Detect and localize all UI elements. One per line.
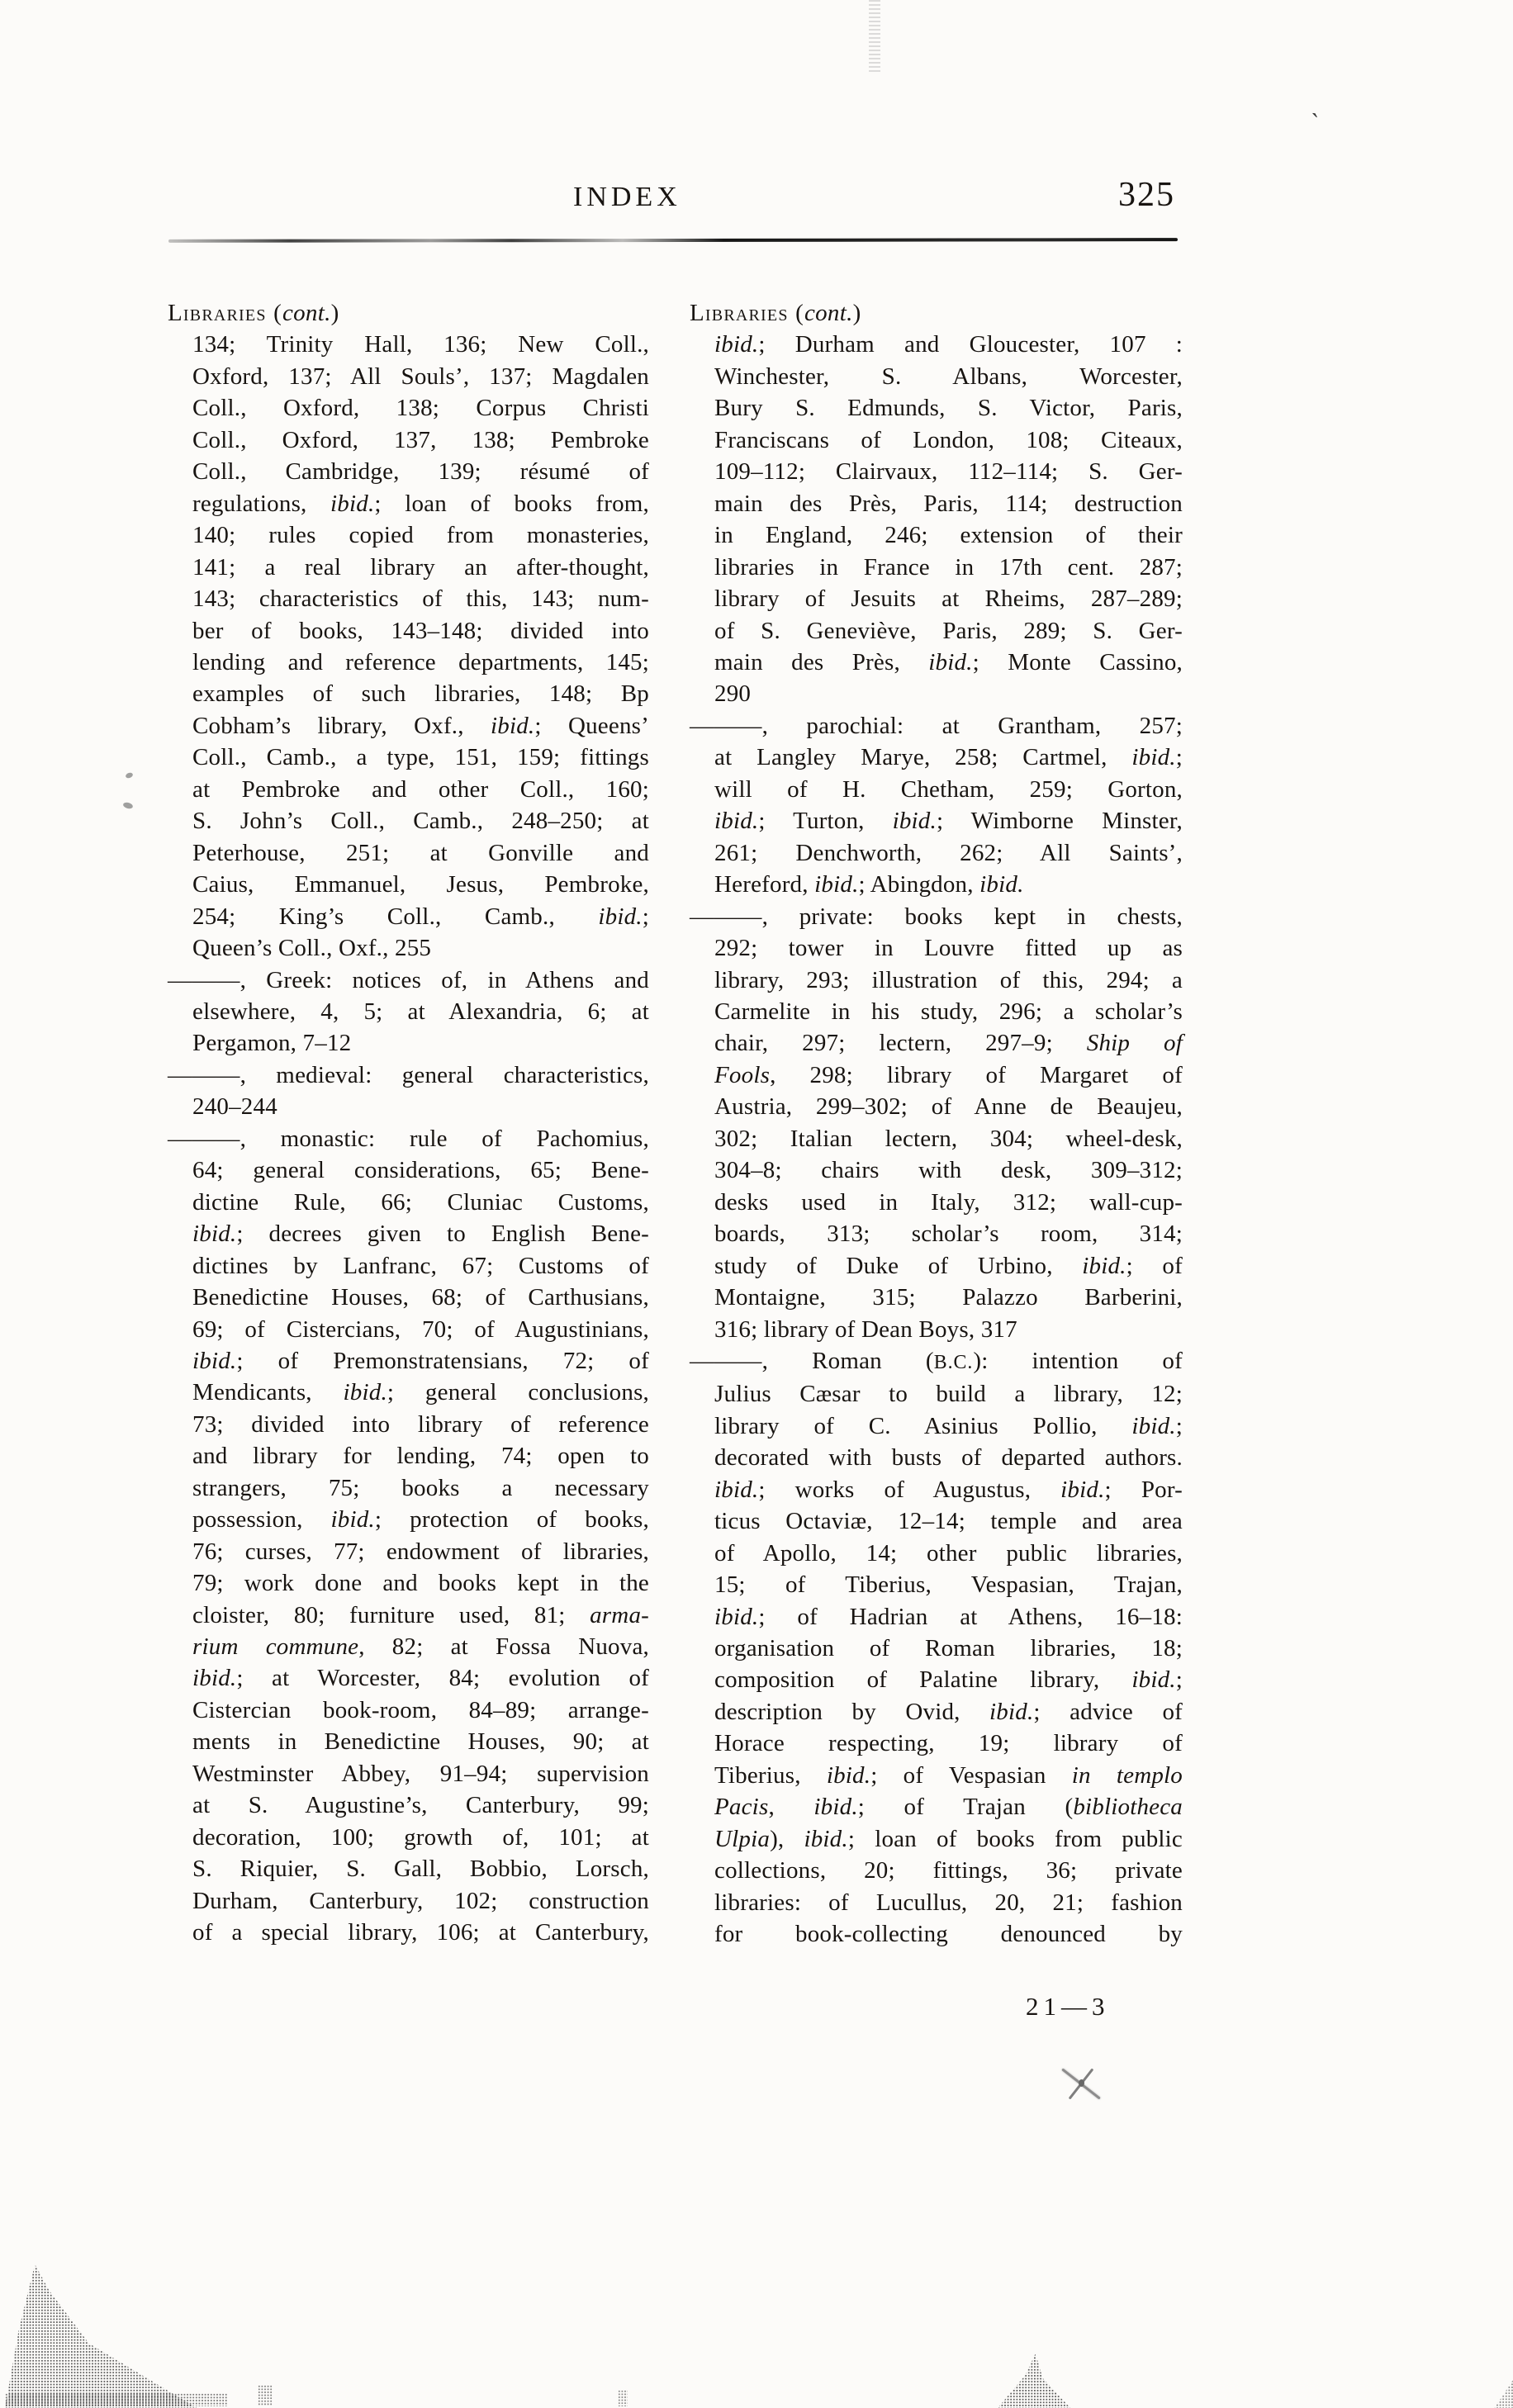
index-line: dictine Rule, 66; Cluniac Customs, (192, 1188, 649, 1216)
index-line: Ulpia), ibid.; loan of books from public (714, 1825, 1183, 1852)
index-line: Pergamon, 7–12 (192, 1030, 352, 1057)
index-line: Coll., Cambridge, 139; résumé of (192, 458, 649, 486)
index-line: ibid.; at Worcester, 84; evolution of (192, 1665, 649, 1692)
index-line: decoration, 100; growth of, 101; at (192, 1823, 649, 1851)
index-line: Cistercian book-room, 84–89; arrange- (192, 1696, 649, 1723)
index-line: Montaigne, 315; Palazzo Barberini, (714, 1284, 1183, 1311)
index-line: Julius Cæsar to build a library, 12; (714, 1381, 1183, 1408)
index-line: 64; general considerations, 65; Bene- (192, 1157, 649, 1184)
index-line: Cobham’s library, Oxf., ibid.; Queens’ (192, 712, 649, 739)
index-line: ibid.; works of Augustus, ibid.; Por- (714, 1476, 1183, 1503)
index-line: will of H. Chetham, 259; Gorton, (714, 775, 1183, 803)
index-line: 109–112; Clairvaux, 112–114; S. Ger- (714, 458, 1183, 486)
index-line: composition of Palatine library, ibid.; (714, 1666, 1183, 1694)
index-line: ———, private: books kept in chests, (690, 903, 1183, 930)
index-line: description by Ovid, ibid.; advice of (714, 1698, 1183, 1725)
index-line: ibid.; of Hadrian at Athens, 16–18: (714, 1603, 1183, 1630)
index-line: desks used in Italy, 312; wall-cup- (714, 1188, 1183, 1216)
index-line: rium commune, 82; at Fossa Nuova, (192, 1633, 649, 1661)
index-line: 73; divided into library of reference (192, 1410, 649, 1438)
index-line: 316; library of Dean Boys, 317 (714, 1315, 1017, 1343)
index-line: boards, 313; scholar’s room, 314; (714, 1221, 1183, 1248)
index-line: 141; a real library an after-thought, (192, 553, 649, 581)
scanner-smudge (258, 2385, 273, 2406)
index-line: at Langley Marye, 258; Cartmel, ibid.; (714, 744, 1183, 771)
index-line: ———, Greek: notices of, in Athens and (168, 966, 649, 993)
printer-signature-mark: 21—3 (1026, 1992, 1110, 2021)
index-line: Oxford, 137; All Souls’, 137; Magdalen (192, 363, 649, 390)
index-line: Horace respecting, 19; library of (714, 1730, 1183, 1757)
index-line: at Pembroke and other Coll., 160; (192, 775, 649, 803)
index-line: collections, 20; fittings, 36; private (714, 1857, 1183, 1884)
index-line: elsewhere, 4, 5; at Alexandria, 6; at (192, 998, 649, 1025)
index-line: 69; of Cistercians, 70; of Augustinians, (192, 1315, 649, 1343)
margin-speck (122, 802, 133, 810)
index-line: Coll., Camb., a type, 151, 159; fittings (192, 744, 649, 771)
index-line: chair, 297; lectern, 297–9; Ship of (714, 1030, 1183, 1057)
pen-mark-x-icon (1059, 2063, 1103, 2106)
index-line: Winchester, S. Albans, Worcester, (714, 363, 1183, 390)
index-line: S. John’s Coll., Camb., 248–250; at (192, 808, 649, 835)
index-line: 140; rules copied from monasteries, (192, 522, 649, 549)
index-line: Franciscans of London, 108; Citeaux, (714, 426, 1183, 453)
index-line: Bury S. Edmunds, S. Victor, Paris, (714, 395, 1183, 422)
index-line: of a special library, 106; at Canterbury, (192, 1919, 649, 1946)
index-line: lending and reference departments, 145; (192, 648, 649, 675)
index-line: 254; King’s Coll., Camb., ibid.; (192, 903, 649, 930)
index-line: Austria, 299–302; of Anne de Beaujeu, (714, 1093, 1183, 1121)
index-line: ibid.; of Premonstratensians, 72; of (192, 1347, 649, 1374)
scanner-smudge (618, 2390, 628, 2406)
index-line: ———, monastic: rule of Pachomius, (168, 1125, 649, 1152)
index-line: strangers, 75; books a necessary (192, 1474, 649, 1501)
index-line: library of Jesuits at Rheims, 287–289; (714, 585, 1183, 613)
scanner-smudge (5, 2393, 228, 2406)
index-line: Mendicants, ibid.; general conclusions, (192, 1379, 650, 1406)
scanner-smudge (5, 2264, 205, 2408)
index-line: ibid.; decrees given to English Bene- (192, 1221, 649, 1248)
index-line: Tiberius, ibid.; of Vespasian in templo (714, 1761, 1183, 1789)
index-column-left (168, 297, 649, 1949)
pen-blob (1079, 2079, 1084, 2087)
index-line: Carmelite in his study, 296; a scholar’s (714, 998, 1183, 1025)
index-line: for book-collecting denounced by (714, 1921, 1183, 1948)
index-line: 134; Trinity Hall, 136; New Coll., (192, 331, 649, 358)
index-line: main des Près, ibid.; Monte Cassino, (714, 648, 1183, 675)
index-line: ibid.; Durham and Gloucester, 107 : (714, 331, 1183, 358)
index-line: regulations, ibid.; loan of books from, (192, 490, 649, 517)
index-line: dictines by Lanfranc, 67; Customs of (192, 1252, 649, 1279)
index-line: ———, Roman (B.C.): intention of (690, 1347, 1183, 1374)
index-line: libraries in France in 17th cent. 287; (714, 553, 1183, 581)
index-line: Coll., Oxford, 137, 138; Pembroke (192, 426, 649, 453)
index-line: Westminster Abbey, 91–94; supervision (192, 1760, 649, 1787)
index-line: Coll., Oxford, 138; Corpus Christi (192, 395, 649, 422)
index-line: Queen’s Coll., Oxf., 255 (192, 935, 432, 962)
index-line: 76; curses, 77; endowment of libraries, (192, 1538, 649, 1565)
index-line: 302; Italian lectern, 304; wheel-desk, (714, 1125, 1183, 1152)
index-line: 261; Denchworth, 262; All Saints’, (714, 839, 1183, 866)
index-line: ments in Benedictine Houses, 90; at (192, 1728, 649, 1756)
index-line: Pacis, ibid.; of Trajan (bibliotheca (714, 1794, 1183, 1821)
index-line: possession, ibid.; protection of books, (192, 1506, 649, 1533)
page-number: 325 (1118, 176, 1175, 214)
index-line: Caius, Emmanuel, Jesus, Pembroke, (192, 871, 649, 898)
scan-streak-artifact (869, 0, 880, 74)
index-line: Durham, Canterbury, 102; construction (192, 1887, 649, 1914)
index-line: ibid.; Turton, ibid.; Wimborne Minster, (714, 808, 1183, 835)
scanner-smudge (998, 2353, 1070, 2408)
index-line: 240–244 (192, 1093, 277, 1121)
index-line: and library for lending, 74; open to (192, 1443, 649, 1470)
index-column-right (690, 297, 1183, 1951)
index-line: ber of books, 143–148; divided into (192, 617, 649, 644)
index-line: organisation of Roman libraries, 18; (714, 1635, 1183, 1662)
index-line: 304–8; chairs with desk, 309–312; (714, 1157, 1183, 1184)
scanner-smudge (1490, 2380, 1513, 2408)
index-line: 15; of Tiberius, Vespasian, Trajan, (714, 1571, 1183, 1599)
stray-ink-mark: ` (1307, 108, 1321, 137)
index-line: 143; characteristics of this, 143; num- (192, 585, 649, 613)
index-line: ticus Octaviæ, 12–14; temple and area (714, 1508, 1183, 1535)
index-line: library, 293; illustration of this, 294; a (714, 966, 1183, 993)
index-entry-heading: Libraries (cont.) (690, 300, 862, 326)
index-line: study of Duke of Urbino, ibid.; of (714, 1252, 1183, 1279)
page-title: INDEX (573, 182, 681, 212)
index-line: 292; tower in Louvre fitted up as (714, 935, 1183, 962)
index-line: in England, 246; extension of their (714, 522, 1183, 549)
index-line: decorated with busts of departed authors. (714, 1444, 1183, 1472)
index-line: ———, medieval: general characteristics, (168, 1061, 649, 1088)
index-line: 290 (714, 680, 752, 708)
index-line: of Apollo, 14; other public libraries, (714, 1539, 1183, 1567)
index-line: libraries: of Lucullus, 20, 21; fashion (714, 1889, 1183, 1916)
index-line: Benedictine Houses, 68; of Carthusians, (192, 1284, 649, 1311)
index-line: main des Près, Paris, 114; destruction (714, 490, 1183, 517)
index-line: cloister, 80; furniture used, 81; arma- (192, 1601, 649, 1628)
index-line: ———, parochial: at Grantham, 257; (690, 712, 1183, 739)
index-line: at S. Augustine’s, Canterbury, 99; (192, 1792, 649, 1819)
index-line: library of C. Asinius Pollio, ibid.; (714, 1412, 1183, 1439)
index-line: S. Riquier, S. Gall, Bobbio, Lorsch, (192, 1856, 649, 1883)
margin-speck (125, 772, 134, 780)
header-rule (168, 238, 1178, 243)
index-line: Hereford, ibid.; Abingdon, ibid. (714, 871, 1024, 898)
index-line: examples of such libraries, 148; Bp (192, 680, 649, 708)
index-line: Fools, 298; library of Margaret of (714, 1061, 1183, 1088)
index-line: 79; work done and books kept in the (192, 1570, 649, 1597)
index-line: Peterhouse, 251; at Gonville and (192, 839, 649, 866)
index-line: of S. Geneviève, Paris, 289; S. Ger- (714, 617, 1183, 644)
index-entry-heading: Libraries (cont.) (168, 300, 340, 326)
